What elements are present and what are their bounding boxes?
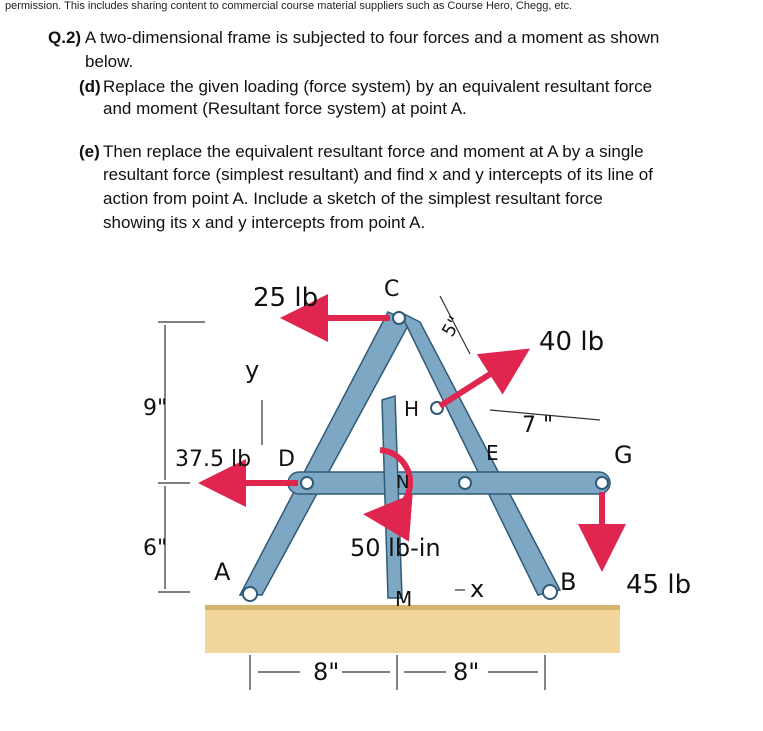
- member-HM: [382, 396, 402, 598]
- part-e-line2: resultant force (simplest resultant) and find x and y intercepts of its line of: [103, 165, 653, 184]
- label-point-D: D: [278, 447, 295, 472]
- ground-surface: [205, 605, 620, 610]
- question-text: A two-dimensional frame is subjected to four forces and a moment as shown: [84, 28, 660, 47]
- member-DG: [288, 472, 610, 494]
- label-force-37-5: 37.5 lb: [175, 447, 252, 472]
- label-point-G: G: [614, 441, 633, 469]
- pin-A: [243, 587, 257, 601]
- label-dim-8-right: 8": [453, 658, 480, 686]
- part-e-line4: showing its x and y intercepts from point A.: [103, 213, 426, 232]
- force-40-arrow: [440, 355, 520, 406]
- pin-E: [459, 477, 471, 489]
- part-d-tag: (d): [79, 77, 101, 96]
- label-point-M: M: [395, 587, 413, 611]
- label-point-C: C: [384, 277, 400, 302]
- label-dim-6: 6": [143, 536, 168, 561]
- pin-B: [543, 585, 557, 599]
- label-force-40: 40 lb: [539, 327, 605, 357]
- ground-fill: [205, 605, 620, 653]
- label-point-A: A: [214, 558, 231, 586]
- label-point-E: E: [486, 441, 499, 465]
- part-e-line3: action from point A. Include a sketch of the simplest resultant force: [103, 189, 603, 208]
- label-point-N: N: [396, 472, 410, 493]
- label-dim-9: 9": [143, 396, 168, 421]
- part-d-line2: and moment (Resultant force system) at point A.: [103, 99, 467, 118]
- label-point-H: H: [404, 397, 420, 421]
- label-dim-8-left: 8": [313, 658, 340, 686]
- label-force-45: 45 lb: [626, 570, 692, 600]
- part-d-line1: Replace the given loading (force system) by an equivalent resultant force: [103, 77, 653, 96]
- label-axis-y: y: [245, 356, 260, 384]
- label-force-25: 25 lb: [253, 283, 319, 313]
- label-dim-7: 7 ": [522, 413, 554, 438]
- pin-C: [393, 312, 405, 324]
- question-number: Q.2): [48, 28, 82, 47]
- pin-D: [301, 477, 313, 489]
- label-axis-x: x: [470, 575, 485, 603]
- pin-G: [596, 477, 608, 489]
- permission-notice: permission. This includes sharing content to commercial course material suppliers such as Course Hero, Chegg, etc.: [5, 0, 573, 12]
- label-point-B: B: [560, 568, 577, 596]
- part-e-tag: (e): [79, 142, 100, 161]
- label-dim-5: 5": [438, 312, 467, 341]
- ground: [205, 605, 620, 653]
- part-e-line1: Then replace the equivalent resultant force and moment at A by a single: [103, 142, 644, 161]
- question-text-cont: below.: [85, 52, 134, 71]
- label-moment-50: 50 lb-in: [350, 534, 441, 562]
